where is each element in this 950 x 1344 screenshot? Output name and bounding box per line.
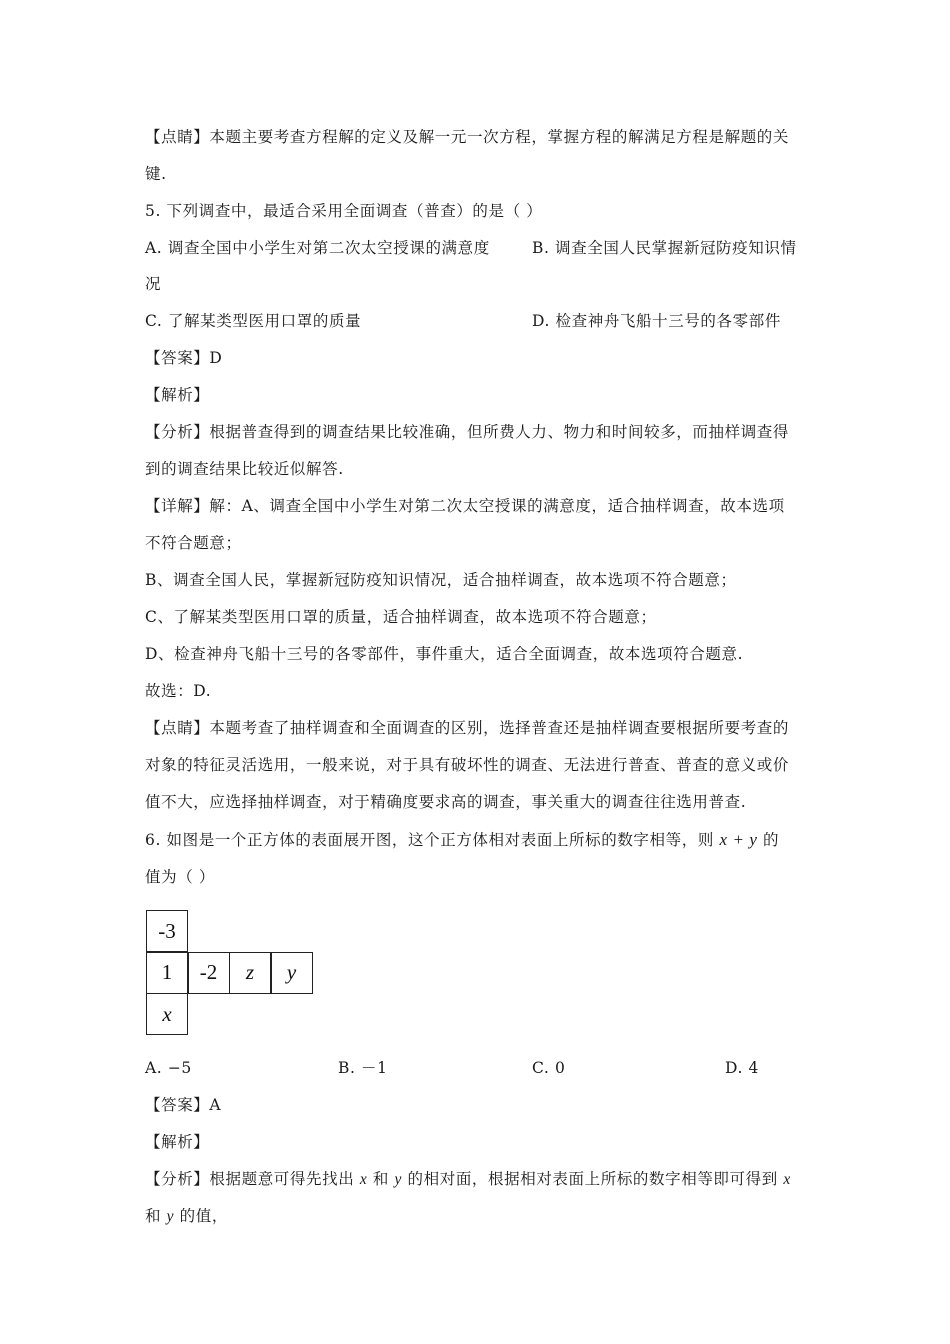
option-d: D. 检查神舟飞船十三号的各零部件 bbox=[532, 312, 781, 330]
text-line: 键. bbox=[145, 165, 167, 183]
answer-label: 【答案】A bbox=[145, 1096, 222, 1114]
text-line: 故选：D. bbox=[145, 682, 212, 700]
text-line: 【详解】解：A、调查全国中小学生对第二次太空授课的满意度，适合抽样调查，故本选项 bbox=[145, 497, 785, 515]
text-line: 【分析】根据普查得到的调查结果比较准确，但所费人力、物力和时间较多，而抽样调查得 bbox=[145, 423, 790, 441]
net-cell-y: y bbox=[271, 952, 313, 994]
option-d: D. 4 bbox=[725, 1059, 759, 1077]
text-segment: 和 bbox=[372, 1170, 389, 1188]
net-cell-1: 1 bbox=[146, 952, 188, 994]
analysis-label: 【解析】 bbox=[145, 1133, 210, 1151]
net-cell-top: -3 bbox=[146, 910, 188, 952]
option-b: B. 调查全国人民掌握新冠防疫知识情 bbox=[532, 239, 797, 257]
question-5: 5. 下列调查中，最适合采用全面调查（普查）的是（ ） bbox=[145, 202, 543, 220]
option-c: C. 0 bbox=[532, 1059, 566, 1077]
net-cell-z: z bbox=[229, 952, 271, 994]
question-6-continued: 值为（ ） bbox=[145, 868, 215, 886]
math-variable: x bbox=[783, 1171, 791, 1188]
math-variable: y bbox=[394, 1171, 402, 1188]
net-cell-x: x bbox=[146, 993, 188, 1035]
text-line: 到的调查结果比较近似解答. bbox=[145, 460, 344, 478]
text-line bbox=[145, 1168, 791, 1191]
text-line: 对象的特征灵活选用，一般来说，对于具有破坏性的调查、无法进行普查、普查的意义或价 bbox=[145, 756, 790, 774]
text-line: 【点睛】本题考查了抽样调查和全面调查的区别，选择普查还是抽样调查要根据所要考查的 bbox=[145, 719, 790, 737]
math-variable: x bbox=[359, 1171, 368, 1188]
text-segment: 的相对面，根据相对表面上所标的数字相等即可得到 bbox=[407, 1170, 778, 1188]
text-line bbox=[145, 1205, 228, 1228]
net-cell-2: -2 bbox=[188, 952, 230, 994]
text-line: C、了解某类型医用口罩的质量，适合抽样调查，故本选项不符合题意； bbox=[145, 608, 657, 626]
option-a: A. −5 bbox=[145, 1059, 192, 1077]
question-6 bbox=[145, 829, 779, 851]
text-segment: 的值， bbox=[179, 1207, 228, 1225]
question-6-text: 6. 如图是一个正方体的表面展开图，这个正方体相对表面上所标的数字相等，则 bbox=[145, 831, 714, 849]
text-segment: 和 bbox=[145, 1207, 162, 1225]
text-line: B、调查全国人民，掌握新冠防疫知识情况，适合抽样调查，故本选项不符合题意； bbox=[145, 571, 737, 589]
cube-net-figure bbox=[146, 910, 318, 1036]
text-line: 值不大，应选择抽样调查，对于精确度要求高的调查，事关重大的调查往往选用普查. bbox=[145, 793, 747, 811]
text-line: D、检查神舟飞船十三号的各零部件，事件重大，适合全面调查，故本选项符合题意. bbox=[145, 645, 744, 663]
text-line: 【点睛】本题主要考查方程解的定义及解一元一次方程，掌握方程的解满足方程是解题的关 bbox=[145, 128, 790, 146]
option-b: B. －1 bbox=[338, 1059, 388, 1077]
text-segment: 【分析】根据题意可得先找出 bbox=[145, 1170, 355, 1188]
option-c: C. 了解某类型医用口罩的质量 bbox=[145, 312, 362, 330]
text-line: 不符合题意； bbox=[145, 534, 242, 552]
question-6-text-end: 的 bbox=[763, 831, 780, 849]
answer-label: 【答案】D bbox=[145, 349, 223, 367]
analysis-label: 【解析】 bbox=[145, 386, 210, 404]
option-b-continued: 况 bbox=[145, 275, 162, 293]
math-variable: y bbox=[166, 1208, 175, 1225]
option-a: A. 调查全国中小学生对第二次太空授课的满意度 bbox=[145, 239, 490, 257]
math-expression: x + y bbox=[719, 830, 758, 849]
